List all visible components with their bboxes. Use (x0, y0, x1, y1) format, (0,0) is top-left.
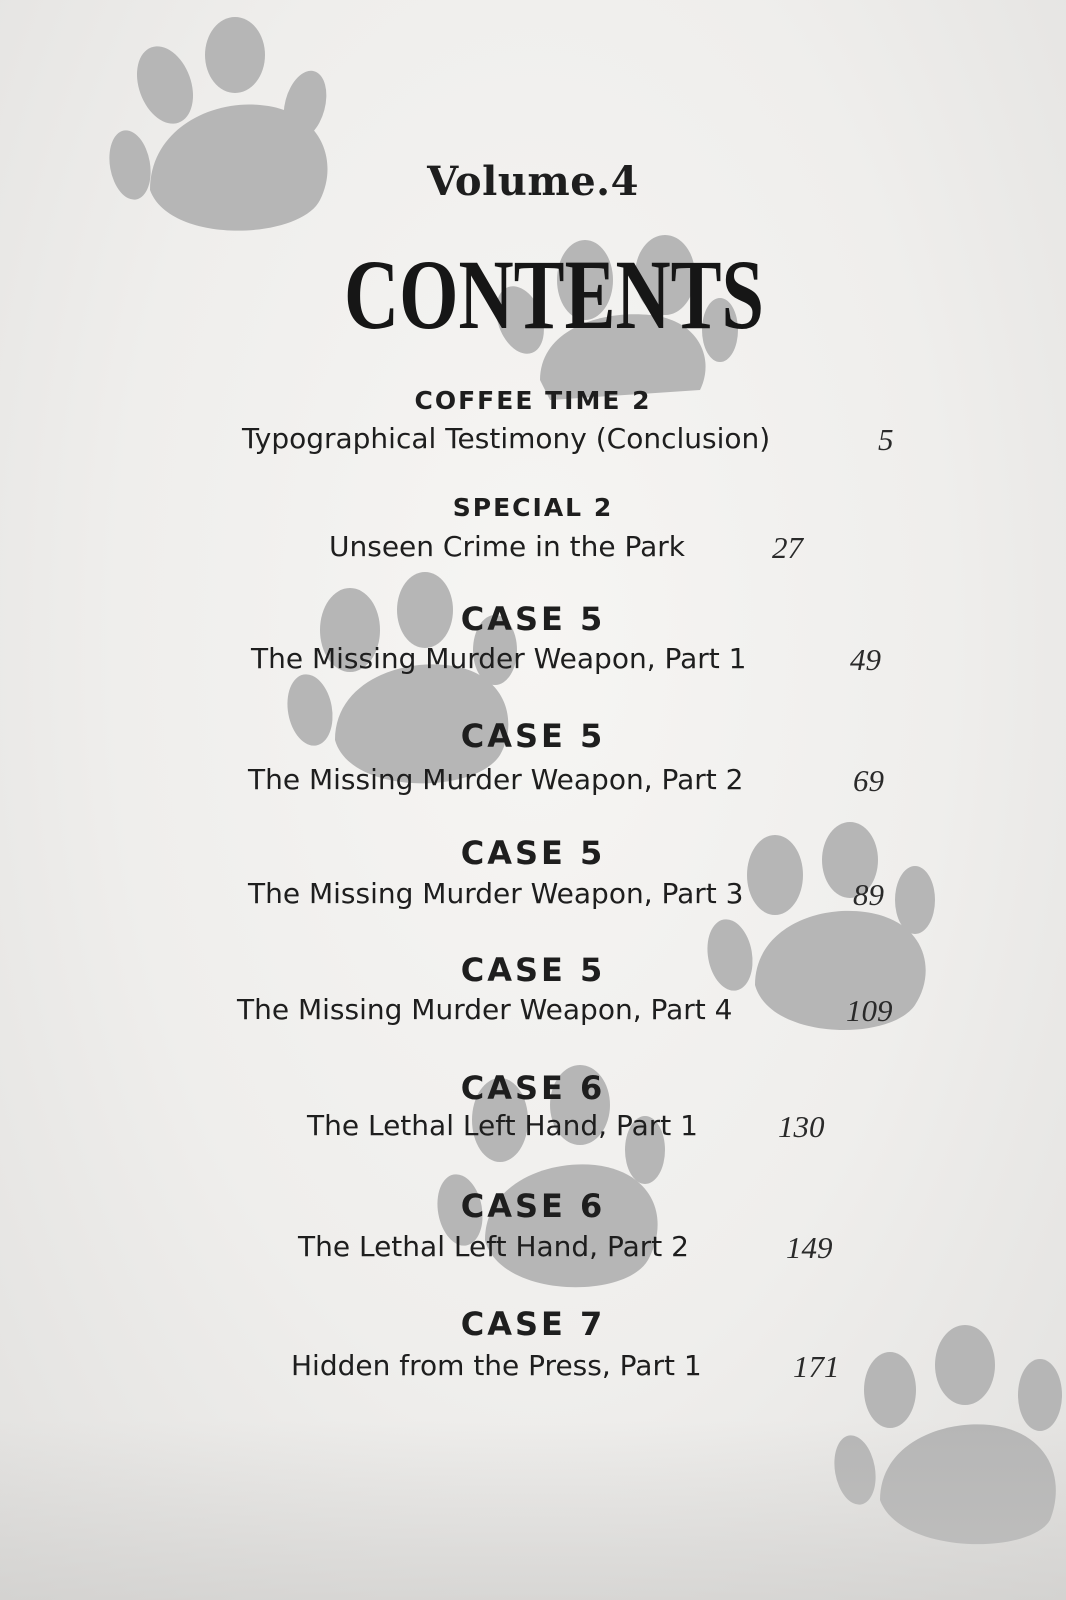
entry-page-number: 5 (878, 422, 894, 457)
toc-entry[interactable] (0, 1187, 1066, 1265)
entry-title: The Missing Murder Weapon, Part 2 (248, 763, 744, 796)
entry-title: Typographical Testimony (Conclusion) (242, 422, 771, 455)
entry-label: CASE 7 (460, 1305, 606, 1343)
entry-label: CASE 6 (460, 1069, 606, 1107)
entry-label: COFFEE TIME 2 (414, 386, 652, 415)
entry-title: The Missing Murder Weapon, Part 3 (248, 877, 744, 910)
toc-entry[interactable] (0, 1069, 1066, 1144)
entry-title: Unseen Crime in the Park (329, 530, 685, 563)
entry-title: The Missing Murder Weapon, Part 1 (251, 642, 747, 675)
volume-label: Volume.4 (427, 158, 639, 205)
toc-entry[interactable] (0, 1305, 1066, 1384)
entry-page-number: 149 (786, 1230, 833, 1265)
toc-entry[interactable] (0, 717, 1066, 798)
entry-page-number: 27 (772, 530, 803, 565)
toc-entry[interactable] (0, 834, 1066, 912)
toc-entry[interactable] (0, 600, 1066, 677)
entry-page-number: 130 (778, 1109, 825, 1144)
contents-heading (0, 200, 1066, 350)
entry-title: The Lethal Left Hand, Part 1 (307, 1109, 698, 1142)
entry-page-number: 171 (793, 1349, 840, 1384)
toc-entry[interactable] (0, 386, 1066, 457)
entry-label: CASE 5 (460, 600, 606, 638)
contents-heading-text: CONTENTS (344, 239, 764, 350)
entry-label: SPECIAL 2 (452, 493, 614, 522)
entry-title: The Lethal Left Hand, Part 2 (298, 1230, 689, 1263)
entry-page-number: 109 (846, 993, 893, 1028)
entry-page-number: 49 (850, 642, 881, 677)
entry-title: Hidden from the Press, Part 1 (291, 1349, 702, 1382)
entry-page-number: 69 (853, 763, 884, 798)
entry-label: CASE 5 (460, 951, 606, 989)
entry-page-number: 89 (853, 877, 884, 912)
toc-entry[interactable] (0, 493, 1066, 565)
entry-label: CASE 5 (460, 834, 606, 872)
entry-label: CASE 5 (460, 717, 606, 755)
entry-label: CASE 6 (460, 1187, 606, 1225)
entry-title: The Missing Murder Weapon, Part 4 (237, 993, 733, 1026)
toc-entry[interactable] (0, 951, 1066, 1028)
